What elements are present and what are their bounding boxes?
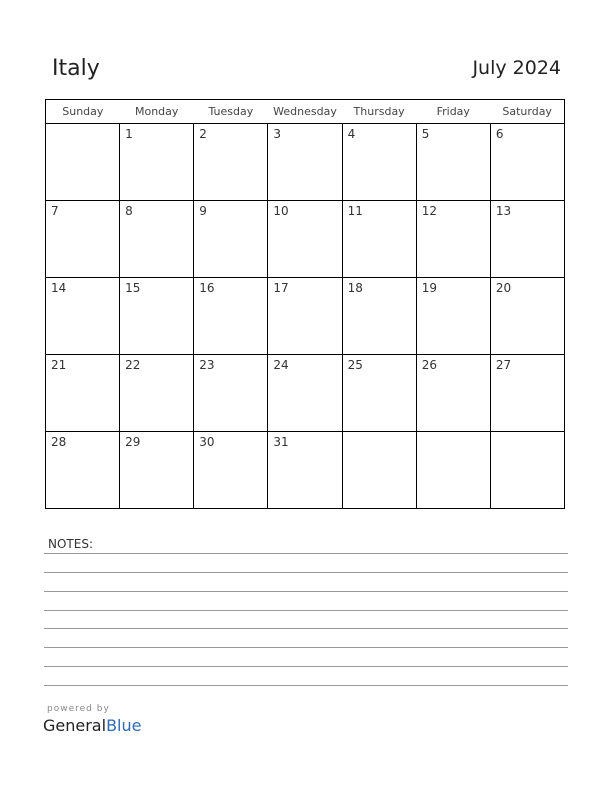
day-cell: [342, 201, 416, 278]
note-line: [44, 572, 568, 573]
day-cell: [194, 355, 268, 432]
weekday-header-row: [46, 100, 565, 124]
day-number: 7: [51, 204, 59, 218]
day-cell: [46, 278, 120, 355]
day-number: 6: [495, 127, 504, 141]
day-cell: [490, 201, 564, 278]
day-number: 29: [125, 435, 141, 449]
weekday-sunday: Sunday: [46, 100, 120, 124]
note-line: [44, 685, 568, 686]
day-cell: [416, 432, 490, 509]
week-row: [46, 355, 565, 432]
day-cell: [268, 124, 342, 201]
day-number: 18: [347, 281, 363, 295]
day-cell: [268, 432, 342, 509]
day-number: 15: [125, 281, 141, 295]
day-number: 3: [273, 127, 282, 141]
day-cell: [342, 278, 416, 355]
day-cell: [46, 432, 120, 509]
day-cell: [46, 355, 120, 432]
day-cell: [342, 355, 416, 432]
day-number: [491, 432, 564, 435]
day-number: 31: [273, 435, 289, 449]
day-number: [46, 124, 119, 127]
day-cell: [416, 355, 490, 432]
day-number: 4: [347, 127, 356, 141]
day-cell: [490, 432, 564, 509]
week-row: [46, 201, 565, 278]
day-number: 16: [199, 281, 215, 295]
week-row: [46, 124, 565, 201]
day-number: 11: [347, 204, 363, 218]
day-number: [343, 432, 416, 435]
day-cell: [268, 278, 342, 355]
day-number: 24: [273, 358, 289, 372]
day-cell: [120, 355, 194, 432]
day-cell: [268, 201, 342, 278]
day-cell: [46, 201, 120, 278]
day-number: 21: [51, 358, 67, 372]
day-cell: [120, 201, 194, 278]
day-number: 25: [347, 358, 363, 372]
note-line: [44, 553, 568, 554]
month-year-title: July 2024: [472, 57, 561, 79]
note-line: [44, 647, 568, 648]
day-cell: [46, 124, 120, 201]
day-number: 13: [495, 204, 512, 218]
day-number: 17: [273, 281, 289, 295]
day-cell: [416, 201, 490, 278]
day-number: 26: [421, 358, 437, 372]
note-line: [44, 610, 568, 611]
day-number: 9: [199, 204, 207, 218]
generalblue-logo[interactable]: [43, 716, 141, 735]
day-cell: [120, 278, 194, 355]
day-cell: [416, 124, 490, 201]
day-number: 30: [199, 435, 215, 449]
day-cell: [194, 124, 268, 201]
day-number: [417, 432, 490, 435]
day-cell: [490, 124, 564, 201]
day-cell: [120, 432, 194, 509]
weekday-monday: Monday: [120, 100, 194, 124]
logo-general-text: General: [43, 716, 107, 735]
calendar-grid: [45, 99, 565, 509]
day-cell: [268, 355, 342, 432]
day-number: 12: [421, 204, 437, 218]
country-title: Italy: [52, 56, 100, 81]
day-cell: [342, 124, 416, 201]
day-cell: [490, 355, 564, 432]
day-number: 19: [421, 281, 437, 295]
powered-by-text: powered by: [47, 704, 110, 714]
day-cell: [416, 278, 490, 355]
day-number: 27: [495, 358, 512, 372]
notes-label: NOTES:: [48, 537, 93, 551]
week-row: [46, 278, 565, 355]
logo-blue-text: Blue: [106, 716, 142, 735]
weekday-thursday: Thursday: [342, 100, 416, 124]
day-number: 2: [199, 127, 207, 141]
note-line: [44, 591, 568, 592]
day-number: 1: [125, 127, 133, 141]
day-number: 5: [421, 127, 430, 141]
day-cell: [120, 124, 194, 201]
day-cell: [194, 201, 268, 278]
note-line: [44, 666, 568, 667]
day-number: 23: [199, 358, 215, 372]
weekday-tuesday: Tuesday: [194, 100, 268, 124]
weekday-friday: Friday: [416, 100, 490, 124]
day-number: 8: [125, 204, 133, 218]
day-number: 14: [51, 281, 67, 295]
day-number: 22: [125, 358, 141, 372]
day-number: 10: [273, 204, 289, 218]
day-number: 20: [495, 281, 512, 295]
day-cell: [194, 278, 268, 355]
weekday-saturday: Saturday: [490, 100, 564, 124]
day-number: 28: [51, 435, 67, 449]
note-line: [44, 628, 568, 629]
weekday-wednesday: Wednesday: [268, 100, 342, 124]
day-cell: [194, 432, 268, 509]
week-row: [46, 432, 565, 509]
day-cell: [490, 278, 564, 355]
day-cell: [342, 432, 416, 509]
